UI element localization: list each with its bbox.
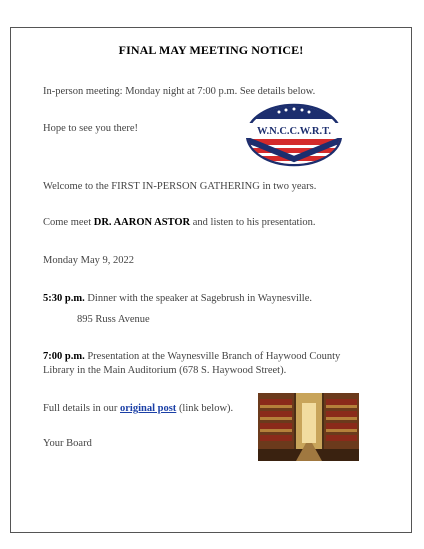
- dinner-text: Dinner with the speaker at Sagebrush in Waynesville.: [84, 293, 312, 304]
- library-shelves-photo-icon: [258, 393, 359, 461]
- signoff: Your Board: [43, 438, 92, 449]
- welcome-line: Welcome to the FIRST IN-PERSON GATHERING in two years.: [43, 181, 317, 192]
- wnccwrt-logo: [245, 103, 343, 167]
- details-prefix: Full details in our: [43, 403, 120, 414]
- dinner-address: 895 Russ Avenue: [77, 314, 150, 325]
- logo-text: W.N.C.C.W.R.T.: [256, 126, 332, 137]
- original-post-link[interactable]: original post: [120, 403, 177, 414]
- notice-title: FINAL MAY MEETING NOTICE!: [118, 43, 304, 57]
- dinner-line: [43, 293, 312, 304]
- dinner-time: 5:30 p.m.: [43, 293, 85, 304]
- hope-line: Hope to see you there!: [43, 123, 139, 134]
- speaker-line: [43, 217, 316, 228]
- presentation-time: 7:00 p.m.: [43, 351, 85, 362]
- details-line: [43, 403, 233, 414]
- meeting-date: Monday May 9, 2022: [43, 255, 134, 266]
- speaker-name: DR. AARON ASTOR: [93, 217, 191, 228]
- presentation-line: [43, 350, 353, 378]
- presentation-text: Presentation at the Waynesville Branch of Haywood County Library in the Main Auditorium (678 S. Haywood Street).: [43, 351, 341, 376]
- speaker-prefix: Come meet: [43, 217, 94, 228]
- details-suffix: (link below).: [176, 403, 234, 414]
- speaker-suffix: and listen to his presentation.: [190, 217, 316, 228]
- notice-page: [10, 27, 412, 533]
- inperson-line: In-person meeting: Monday night at 7:00 p.m. See details below.: [43, 86, 316, 97]
